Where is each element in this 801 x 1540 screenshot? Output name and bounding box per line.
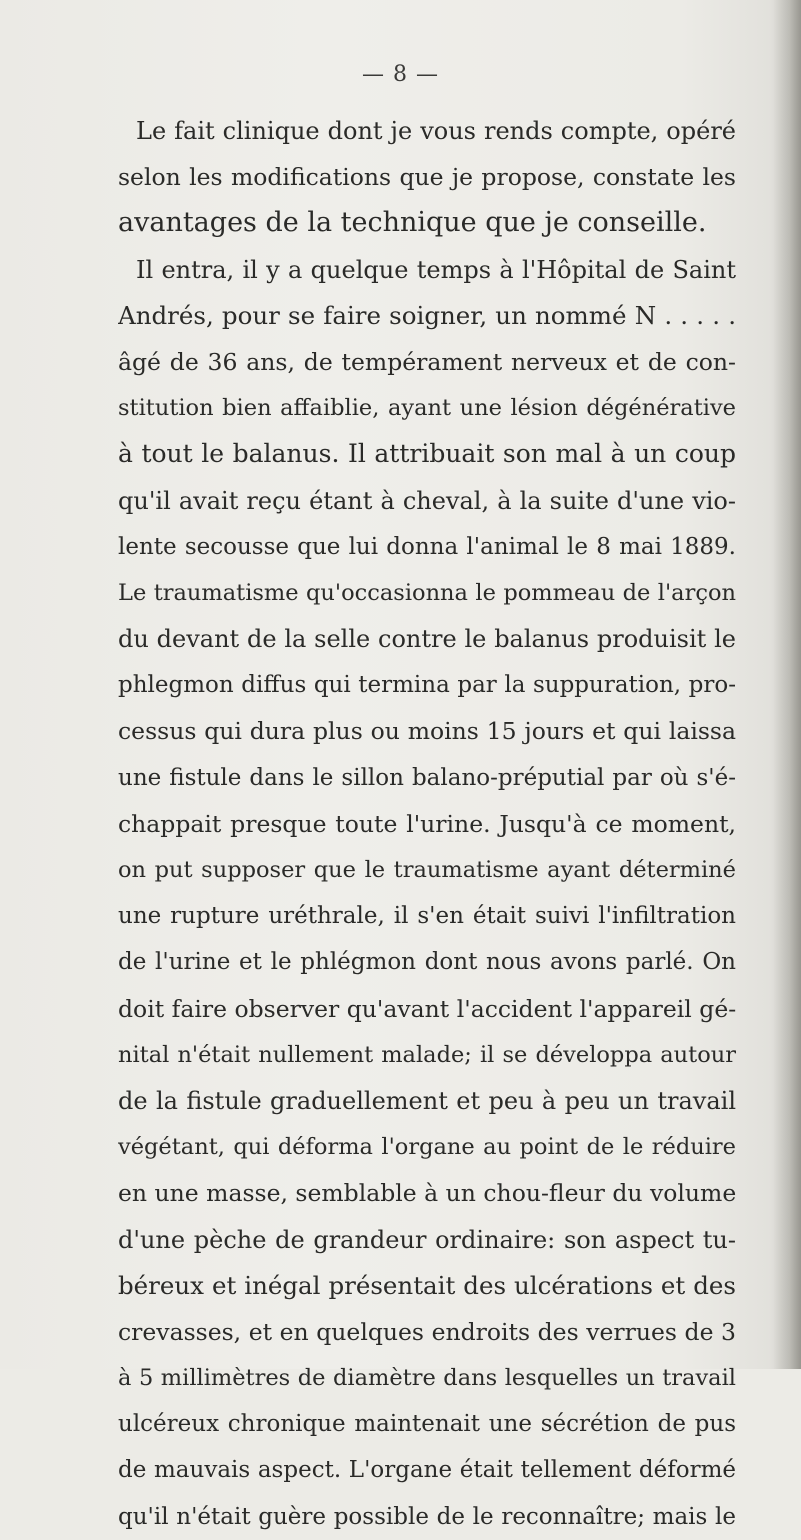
text-line-20: doit faire observer qu'avant l'accident l'appareil gé- xyxy=(118,994,736,1023)
text-line-25: d'une pèche de grandeur ordinaire: son aspect tu- xyxy=(118,1225,736,1254)
text-line-7: stitution bien affaiblie, ayant une lésion dégénérative xyxy=(118,395,736,422)
text-line-11: Le traumatisme qu'occasionna le pommeau de l'arçon xyxy=(118,579,736,606)
page-edge-shadow xyxy=(773,0,801,1369)
text-line-24: en une masse, semblable à un chou-fleur du volume xyxy=(118,1179,736,1208)
text-line-15: une fistule dans le sillon balano-préputial par où s'é- xyxy=(118,764,736,791)
text-line-17: on put supposer que le traumatisme ayant déterminé xyxy=(118,857,736,883)
text-line-22: de la fistule graduellement et peu à peu un travail xyxy=(118,1086,736,1115)
text-line-29: ulcéreux chronique maintenait une sécrétion de pus xyxy=(118,1411,736,1438)
text-line-10: lente secousse que lui donna l'animal le 8 mai 1889. xyxy=(118,533,736,560)
text-line-14: cessus qui dura plus ou moins 15 jours et qui laissa xyxy=(118,717,736,746)
text-line-26: béreux et inégal présentait des ulcérations et des xyxy=(118,1270,736,1300)
text-line-18: une rupture uréthrale, il s'en était suivi l'infiltration xyxy=(118,903,736,930)
text-line-28: à 5 millimètres de diamètre dans lesquelles un travail xyxy=(118,1365,736,1392)
text-line-9: qu'il avait reçu étant à cheval, à la suite d'une vio- xyxy=(118,486,736,515)
text-line-3: avantages de la technique que je conseille. xyxy=(118,207,707,239)
text-line-31: qu'il n'était guère possible de le reconnaître; mais le xyxy=(118,1503,736,1530)
text-line-1: Le fait clinique dont je vous rends compte, opéré xyxy=(136,117,736,145)
text-line-6: âgé de 36 ans, de tempérament nerveux et de con- xyxy=(118,347,736,376)
text-line-2: selon les modifications que je propose, constate les xyxy=(118,163,736,192)
text-line-8: à tout le balanus. Il attribuait son mal à un coup xyxy=(118,439,736,469)
text-line-12: du devant de la selle contre le balanus produisit le xyxy=(118,625,736,654)
text-line-30: de mauvais aspect. L'organe était tellement déformé xyxy=(118,1457,736,1484)
text-line-19: de l'urine et le phlégmon dont nous avons parlé. On xyxy=(118,949,736,976)
text-line-4: Il entra, il y a quelque temps à l'Hôpital de Saint xyxy=(136,255,736,284)
page-number: — 8 — xyxy=(362,62,439,87)
text-line-27: crevasses, et en quelques endroits des verrues de 3 xyxy=(118,1317,736,1346)
text-line-5: Andrés, pour se faire soigner, un nommé N . . . . . xyxy=(118,300,736,330)
body-text xyxy=(118,108,736,1540)
text-line-21: nital n'était nullement malade; il se développa autour xyxy=(118,1041,736,1068)
text-line-16: chappait presque toute l'urine. Jusqu'à ce moment, xyxy=(118,809,736,838)
text-line-23: végétant, qui déforma l'organe au point de le réduire xyxy=(118,1134,736,1161)
text-line-13: phlegmon diffus qui termina par la suppuration, pro- xyxy=(118,672,736,699)
